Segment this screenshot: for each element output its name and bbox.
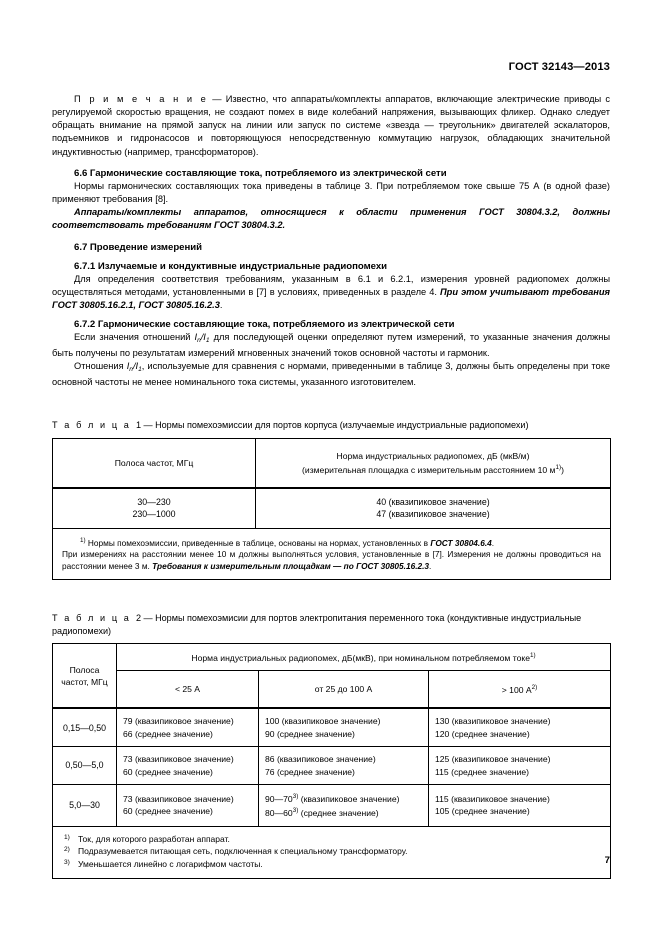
table-2-value-r3c2-b-label: (среднее значение) [298, 808, 379, 819]
table-2-value-r3c3-b: 105 (среднее значение) [435, 806, 530, 817]
table-1-footnote-text-d: . [429, 560, 432, 571]
paragraph-6-7-2-2 [52, 360, 610, 389]
table-1-footnote-line1 [62, 535, 601, 549]
heading-6-7: 6.7 Проведение измерений [74, 241, 203, 253]
table-1-footnote-line2 [62, 549, 601, 572]
page-number: 7 [604, 855, 610, 866]
table-2-value-r3c2-b-fnref: 3) [292, 807, 299, 815]
table-2-header-band-line2: частот, МГц [61, 676, 108, 687]
table-2-caption-label: Т а б л и ц а [52, 613, 131, 624]
formula-denominator: I [203, 332, 206, 343]
formula2-numerator-sub: n [129, 366, 133, 374]
table-2-cell-r2c1 [117, 747, 259, 785]
table-1-header-limit-line2-a: (измерительная площадка с измерительным расстоянием 10 м [302, 465, 556, 476]
table-2-caption-number: 2 [135, 613, 141, 624]
table-2-header-band-line1: Полоса [69, 664, 100, 675]
formula2-denominator: I [135, 361, 139, 372]
table-2-value-r3c2-b-num: 80—60 [265, 808, 293, 819]
table-2-cell-r1c1 [117, 708, 259, 746]
table-2-value-r1c2-b: 90 (среднее значение) [265, 728, 355, 739]
table-2-footnote-text-2: Подразумевается питающая сеть, подключенная к специальному трансформатору. [78, 846, 408, 857]
table-2-value-r1c2-a: 100 (квазипиковое значение) [265, 716, 381, 727]
table-2-subheader-2: от 25 до 100 А [259, 671, 429, 709]
document-running-header: ГОСТ 32143—2013 [508, 61, 610, 73]
formula-in-over-i1: $I_n/I_1$ [194, 332, 210, 345]
paragraph-6-7-2-1-tail: для последующей оценки определяют путем измерений, то указанные значения должны быть получены по результатам измерений мгновенных значений токов основной частоты и гармоник. [52, 332, 610, 359]
table-2-subheader-1: < 25 А [117, 671, 259, 709]
table-2-value-r3c2-a-fnref: 3) [292, 792, 299, 800]
table-1-caption-number: 1 [135, 420, 141, 431]
table-2-cell-r3c2 [259, 784, 429, 826]
paragraph-6-7-2-2-tail: , используемые для сравнения с нормами, приведенными в таблице 3, должны быть определены при токе основной частоты не менее номинального тока системы, указанного изготовителем. [52, 361, 610, 388]
table-2-footnote-text-3: Уменьшается линейно с логарифмом частоты. [78, 858, 263, 869]
table-2-footnote-marker-3: 3) [64, 858, 70, 866]
note-label: П р и м е ч а н и е [74, 94, 209, 105]
table-2-footnote-cell [53, 826, 611, 878]
list-item [62, 833, 601, 846]
table-2-value-r2c2-b: 76 (среднее значение) [265, 766, 355, 777]
table-1-band-value-2: 230—1000 [132, 509, 176, 520]
page-content [52, 0, 610, 879]
table-2-band-cell-1: 0,15—0,50 [53, 708, 117, 746]
table-row [53, 747, 611, 785]
table-1-header-footnote-ref: 1) [555, 464, 562, 472]
table-2-caption-text: — Нормы помехоэмисии для портов электропитания переменного тока (кондуктивные индустриальные радиопомехи) [52, 613, 582, 636]
table-1-block [52, 419, 610, 580]
paragraph-6-7-1-emphasis: При этом учитывают требования ГОСТ 30805.16.2.1, ГОСТ 30805.16.2.3 [52, 286, 611, 310]
table-2-caption [52, 612, 610, 637]
heading-6-6: 6.6 Гармонические составляющие тока, потребляемого из электрической сети [74, 167, 447, 179]
table-1-footnote-text-c: При измерениях на расстоянии менее 10 м должны выполняться условия, установленные в [7]. Измерения не должны проводиться на расстоянии менее 3 м. [62, 549, 601, 571]
table-1-limit-value-2: 47 (квазипиковое значение) [376, 509, 490, 520]
table-2-band-cell-3: 5,0—30 [53, 784, 117, 826]
paragraph-6-7-2-2-lead: Отношения [74, 361, 127, 372]
table-2-block [52, 612, 610, 878]
table-2-value-r1c1-a: 79 (квазипиковое значение) [123, 716, 234, 727]
table-row [53, 784, 611, 826]
table-1-header-band: Полоса частот, МГц [53, 439, 256, 489]
table-1-limit-value-1: 40 (квазипиковое значение) [376, 497, 490, 508]
table-2-cell-r2c3 [429, 747, 611, 785]
table-2-subheader-3 [429, 671, 611, 709]
paragraph-6-7-1-tail: . [219, 299, 223, 310]
table-2-header-band [53, 644, 117, 709]
table-1-footnote-row [53, 528, 611, 579]
table-2-value-r3c3-a: 115 (квазипиковое значение) [435, 793, 550, 804]
table-2-cell-r2c2 [259, 747, 429, 785]
table-1-band-cell [53, 488, 256, 528]
table-2-footnote-marker-2: 2) [64, 846, 70, 854]
table-1 [52, 438, 611, 580]
formula2-denominator-sub: 1 [138, 366, 142, 374]
table-1-header-limit-line2 [260, 462, 606, 476]
formula-numerator-sub: n [197, 337, 201, 345]
paragraph-6-6-2: Аппараты/комплекты аппаратов, относящиеся к области применения ГОСТ 30804.3.2, должны соответствовать требованиям ГОСТ 30804.3.2. [52, 206, 610, 231]
heading-6-7-1: 6.7.1 Излучаемые и кондуктивные индустриальные радиопомехи [74, 260, 388, 272]
paragraph-6-7-1-text: Для определения соответствия требованиям, указанным в 6.1 и 6.2.1, измерения уровней радиопомех должны осуществляться методами, установленными в [7] в условиях, приведенных в разделе 4. [52, 273, 610, 297]
table-2-value-r3c1-b: 60 (среднее значение) [123, 806, 213, 817]
table-1-footnote-text-a: Нормы помехоэмиссии, приведенные в таблице, основаны на нормах, установленных в [85, 537, 431, 548]
table-1-footnote-ref-bold: ГОСТ 30804.6.4 [430, 537, 492, 548]
table-2-value-r1c3-b: 120 (среднее значение) [435, 728, 530, 739]
table-1-header-limit-line1: Норма индустриальных радиопомех, дБ (мкВ/м) [336, 451, 530, 462]
note-text: — Известно, что аппараты/комплекты аппаратов, включающие электрические приводы с регулируемой скоростью вращения, не создают помех в виде колебаний напряжения, вызывающих фликер. Однако следует обращать внимание на прямой запуск на линии или запуск по системе «звезда — треугольник» двигателей эскалаторов, подъемников и гидронасосов и повторяющуюся непосредственную коммутацию нагрузок, обладающих значительной индуктивностью (например, трансформаторов). [52, 94, 610, 157]
table-2-group-header [117, 644, 611, 671]
table-1-header-limit [256, 439, 611, 489]
table-2-header-row-1 [53, 644, 611, 671]
heading-6-7-2: 6.7.2 Гармонические составляющие тока, потребляемого из электрической сети [74, 319, 455, 331]
table-row [53, 708, 611, 746]
table-1-data-row [53, 488, 611, 528]
table-1-footnote-text-b: . [491, 537, 495, 548]
table-2-subheader-3-footnote-ref: 2) [531, 684, 538, 692]
table-2 [52, 643, 611, 878]
table-2-band-cell-2: 0,50—5,0 [53, 747, 117, 785]
formula2-numerator: I [126, 361, 130, 372]
table-2-cell-r3c1 [117, 784, 259, 826]
paragraph-6-7-2-1-lead: Если значения отношений [74, 332, 195, 343]
table-1-caption-text: — Нормы помехоэмиссии для портов корпуса (излучаемые индустриальные радиопомехи) [141, 420, 529, 431]
table-2-value-r3c2-b [265, 805, 422, 819]
table-1-header-row [53, 439, 611, 489]
table-1-band-value-1: 30—230 [137, 497, 171, 508]
list-item [62, 845, 601, 858]
table-2-value-r2c3-a: 125 (квазипиковое значение) [435, 754, 551, 765]
table-2-value-r3c2-a [265, 791, 422, 805]
table-1-footnote-cell [53, 528, 611, 579]
table-1-limit-cell [256, 488, 611, 528]
table-2-cell-r3c3 [429, 784, 611, 826]
formula-numerator: I [194, 332, 198, 343]
note-paragraph [52, 93, 610, 158]
table-2-value-r3c2-a-num: 90—70 [265, 793, 293, 804]
paragraph-6-7-2-1 [52, 331, 610, 360]
table-1-header-limit-line2-b: ) [561, 465, 564, 476]
formula-denominator-sub: 1 [205, 337, 210, 345]
formula-in-over-i1-second: $I_n/I_1$ [126, 361, 142, 374]
table-2-header-row-2 [53, 671, 611, 709]
table-2-value-r2c2-a: 86 (квазипиковое значение) [265, 754, 376, 765]
table-1-caption [52, 419, 610, 432]
table-2-footnote-marker-1: 1) [64, 833, 70, 841]
table-2-value-r1c3-a: 130 (квазипиковое значение) [435, 716, 551, 727]
table-2-value-r1c1-b: 66 (среднее значение) [123, 728, 213, 739]
table-2-cell-r1c3 [429, 708, 611, 746]
table-2-group-header-footnote-ref: 1) [529, 652, 536, 660]
table-2-subheader-3-text: > 100 А [501, 685, 532, 696]
table-2-group-header-text: Норма индустриальных радиопомех, дБ(мкВ), при номинальном потребляемом токе [191, 653, 530, 664]
paragraph-6-6-1: Нормы гармонических составляющих тока приведены в таблице 3. При потребляемом токе свыше 75 А (в одной фазе) применяют требования [8]. [52, 180, 610, 204]
table-2-value-r2c1-a: 73 (квазипиковое значение) [123, 754, 234, 765]
table-2-footnote-text-1: Ток, для которого разработан аппарат. [78, 833, 230, 844]
table-2-value-r2c1-b: 60 (среднее значение) [123, 766, 213, 777]
table-1-caption-label: Т а б л и ц а [52, 420, 131, 431]
table-1-footnote-marker: 1) [80, 536, 86, 544]
table-2-cell-r1c2 [259, 708, 429, 746]
table-1-footnote-text-bold2: Требования к измерительным площадкам — по ГОСТ 30805.16.2.3 [152, 560, 430, 571]
table-2-value-r2c3-b: 115 (среднее значение) [435, 766, 530, 777]
paragraph-6-7-1 [52, 273, 610, 312]
table-2-footnote-row [53, 826, 611, 878]
table-2-footnote-list [62, 833, 601, 871]
table-2-value-r3c2-a-label: (квазипиковое значение) [298, 793, 400, 804]
table-2-value-r3c1-a: 73 (квазипиковое значение) [123, 793, 234, 804]
list-item [62, 858, 601, 871]
